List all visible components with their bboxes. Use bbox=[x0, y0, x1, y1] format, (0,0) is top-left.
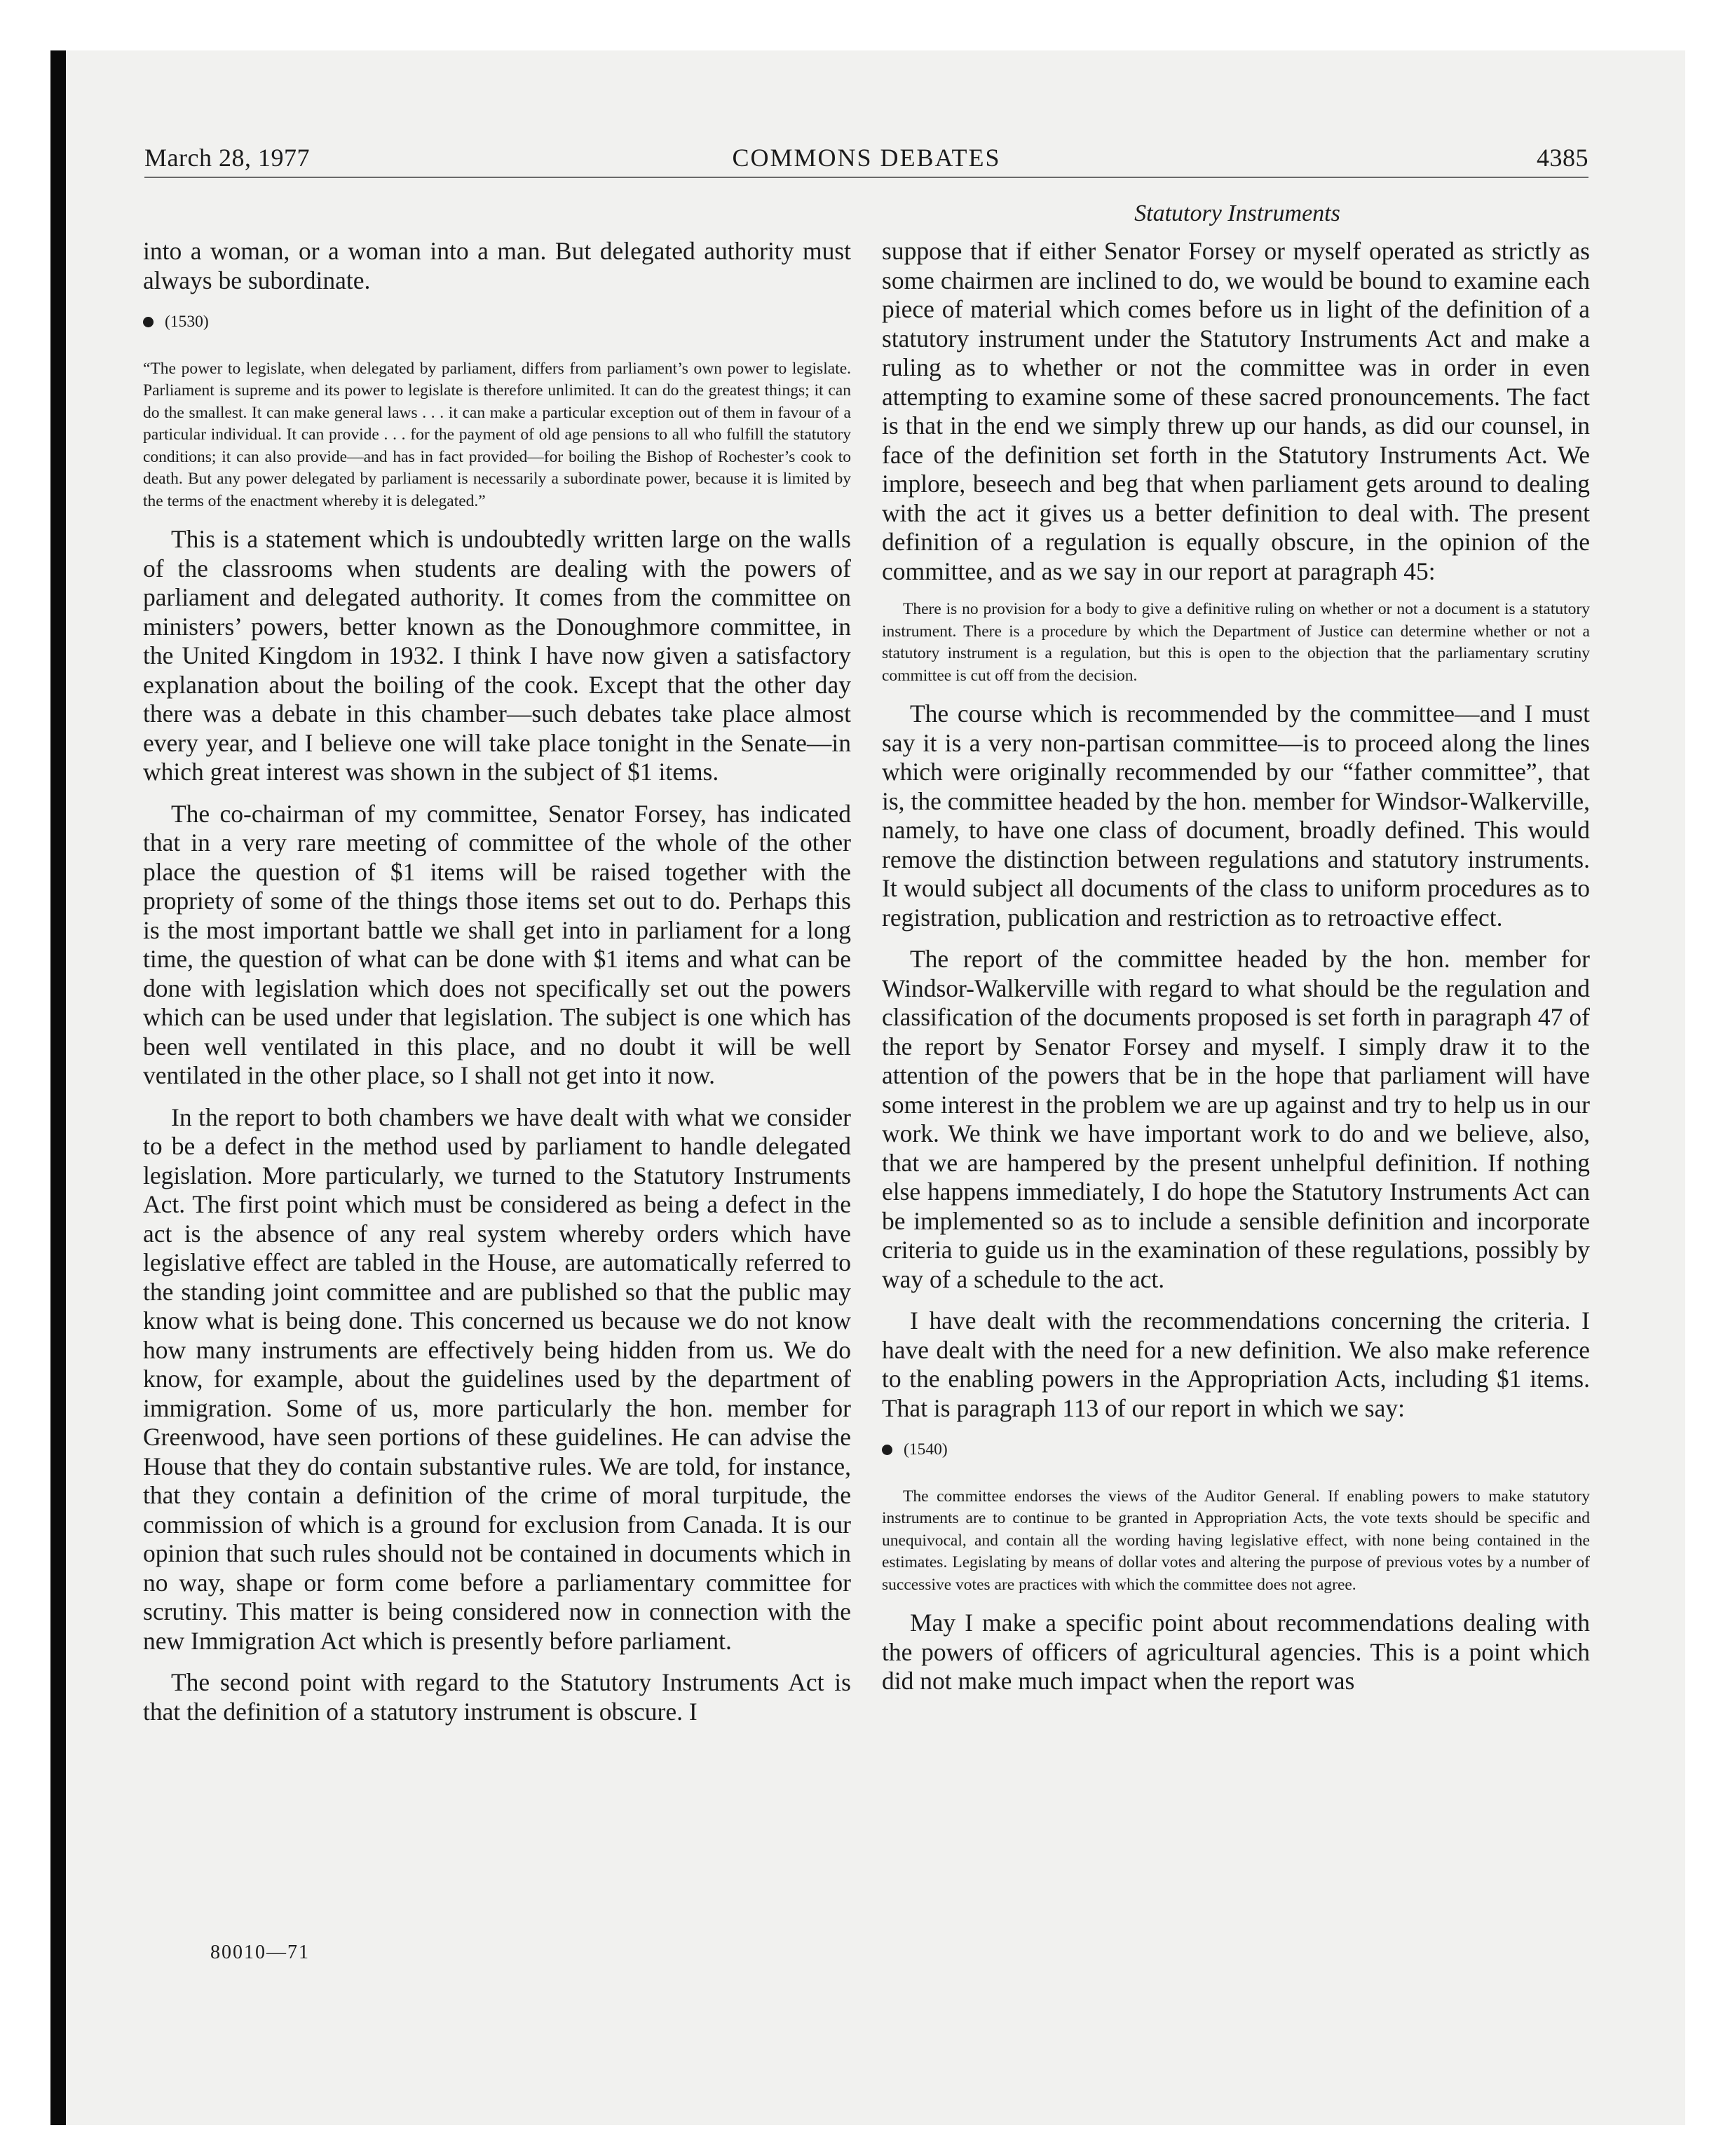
paragraph: This is a statement which is undoubtedly written large on the walls of the classrooms when students are dealing with the powers of parliament and delegated authority. It comes from the committee on ministers’ powers, better known as the Donoughmore committee, in the United Kingdom in 1932. I think I have now given a satisfactory explanation about the boiling of the cook. Except that the other day there was a debate in this chamber—such debates take place almost every year, and I believe one will take place tonight in the Senate—in which great interest was shown in the subject of $1 items. bbox=[143, 525, 851, 786]
right-column bbox=[882, 237, 1590, 1709]
header-title: COMMONS DEBATES bbox=[732, 144, 1001, 172]
time-label: (1530) bbox=[165, 313, 209, 331]
paragraph: The second point with regard to the Statutory Instruments Act is that the definition of a statutory instrument is obscure. I bbox=[143, 1668, 851, 1726]
block-quote: The committee endorses the views of the Auditor General. If enabling powers to make statutory instruments are to continue to be granted in Appropriation Acts, the vote texts should be specific and unequivocal, and contain all the wording having legislative effect, with none being contained in the estimates. Legislating by means of dollar votes and altering the purpose of previous votes by a number of successive votes are practices with which the committee does not agree. bbox=[882, 1487, 1590, 1594]
time-label: (1540) bbox=[904, 1440, 948, 1459]
header-rule bbox=[144, 177, 1588, 178]
block-quote: There is no provision for a body to give a definitive ruling on whether or not a document is a statutory instrument. There is a procedure by which the Department of Justice can determine whether or not a statutory instrument is a regulation, but this is open to the objection that the parliamentary scrutiny committee is cut off from the decision. bbox=[882, 600, 1590, 685]
paragraph: The course which is recommended by the committee—and I must say it is a very non-partisan committee—is to proceed along the lines which were originally recommended by our “father committee”, that is, the committee headed by the hon. member for Windsor-Walkerville, namely, to have one class of document, broadly defined. This would remove the distinction between regulations and statutory instruments. It would subject all documents of the class to uniform procedures as to registration, publication and restriction as to retroactive effect. bbox=[882, 700, 1590, 932]
paragraph: May I make a specific point about recommendations dealing with the powers of officers of agricultural agencies. This is a point which did not make much impact when the report was bbox=[882, 1609, 1590, 1695]
left-column bbox=[143, 237, 851, 1739]
scan-binding-edge bbox=[50, 50, 66, 2125]
page-folio: 80010—71 bbox=[210, 1942, 310, 1963]
paragraph: suppose that if either Senator Forsey or myself operated as strictly as some chairmen are inclined to do, we would be bound to examine each piece of material which comes before us in light of the definition of a statutory instrument under the Statutory Instruments Act and make a ruling as to whether or not the committee was in order in even attempting to examine some of these sacred pronouncements. The fact is that in the end we simply threw up our hands, as did our counsel, in face of the definition set forth in the Statutory Instruments Act. We implore, beseech and beg that when parliament gets around to dealing with the act it gives us a better definition to deal with. The present definition of a regulation is equally obscure, in the opinion of the committee, and as we say in our report at paragraph 45: bbox=[882, 237, 1590, 585]
header-date: March 28, 1977 bbox=[144, 144, 310, 172]
paragraph: The co-chairman of my committee, Senator Forsey, has indicated that in a very rare meeting of committee of the whole of the other place the question of $1 items will be raised together with the propriety of some of the things those items set out to do. Perhaps this is the most important battle we shall get into in parliament for a long time, the question of what can be done with $1 items and what can be done with legislation which does not specifically set out the powers which can be used under that legislation. The subject is one which has been well ventilated in this place, and no doubt it will be well ventilated in the other place, so I shall not get into it now. bbox=[143, 799, 851, 1089]
block-quote: “The power to legislate, when delegated by parliament, differs from parliament’s own power to legislate. Parliament is supreme and its power to legislate is therefore unlimited. It can do the greatest things; it can do the smallest. It can make general laws . . . it can make a particular exception out of them in favour of a particular individual. It can provide . . . for the payment of old age pensions to all who fulfill the statutory conditions; it can also provide—and has in fact provided—for boiling the Bishop of Rochester’s cook to death. But any power delegated by parliament is necessarily a subordinate power, because it is limited by the terms of the enactment whereby it is delegated.” bbox=[143, 359, 851, 510]
section-heading: Statutory Instruments bbox=[1134, 200, 1340, 226]
bullet-icon bbox=[882, 1445, 892, 1455]
time-marker bbox=[143, 308, 851, 337]
paragraph: I have dealt with the recommendations concerning the criteria. I have dealt with the need for a new definition. We also make reference to the enabling powers in the Appropriation Acts, including $1 items. That is paragraph 113 of our report in which we say: bbox=[882, 1306, 1590, 1422]
paragraph: The report of the committee headed by the hon. member for Windsor-Walkerville with regard to what should be the regulation and classification of the documents proposed is set forth in paragraph 47 of the report by Senator Forsey and myself. I simply draw it to the attention of the powers that be in the hope that parliament will have some interest in the problem we are up against and try to help us in our work. We think we have important work to do and we believe, also, that we are hampered by the present unhelpful definition. If nothing else happens immediately, I do hope the Statutory Instruments Act can be implemented so as to include a sensible definition and incorporate criteria to guide us in the examination of these regulations, possibly by way of a schedule to the act. bbox=[882, 945, 1590, 1293]
time-marker bbox=[882, 1435, 1590, 1465]
paragraph: In the report to both chambers we have dealt with what we consider to be a defect in the method used by parliament to handle delegated legislation. More particularly, we turned to the Statutory Instruments Act. The first point which must be considered as being a defect in the act is the absence of any real system whereby orders which have legislative effect are tabled in the House, are automatically referred to the standing joint committee and are published so that the public may know what is being done. This concerned us because we do not know how many instruments are effectively being hidden from us. We do know, for example, about the guidelines used by the department of immigration. Some of us, more particularly the hon. member for Greenwood, have seen portions of these guidelines. He can advise the House that they do contain substantive rules. We are told, for instance, that they contain a definition of the crime of moral turpitude, the commission of which is a ground for exclusion from Canada. It is our opinion that such rules should not be contained in documents which in no way, shape or form come before a parliamentary committee for scrutiny. This matter is being considered now in connection with the new Immigration Act which is presently before parliament. bbox=[143, 1103, 851, 1655]
paragraph: into a woman, or a woman into a man. But delegated authority must always be subordinate. bbox=[143, 237, 851, 294]
header-page-number: 4385 bbox=[1537, 144, 1588, 172]
bullet-icon bbox=[143, 317, 154, 327]
